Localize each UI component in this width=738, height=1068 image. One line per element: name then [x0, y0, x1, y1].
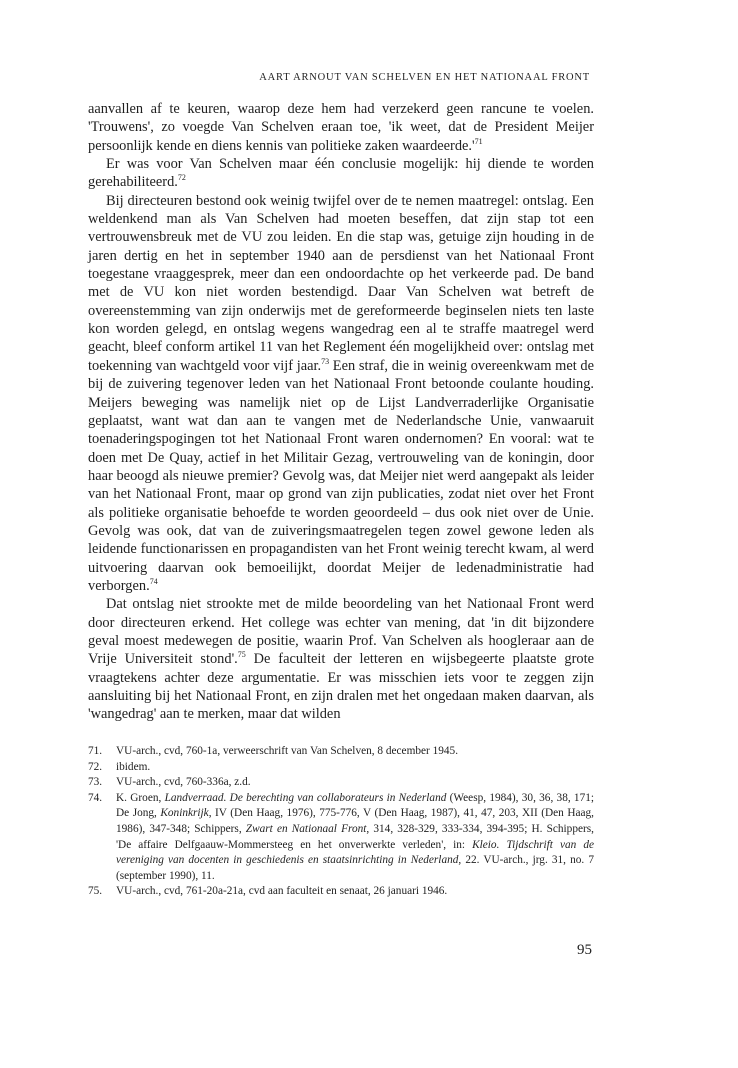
footnote-number: 74.	[88, 791, 103, 804]
paragraph-text: aanvallen af te keuren, waarop deze hem had verzekerd geen rancune te voelen. 'Trouwens', zo voegde Van Schelven eraan toe, 'ik weet, dat de President Meijer persoonlijk kende en diens kennis van politieke zaken waardeerde.'	[88, 101, 594, 154]
footnote-number: 72.	[88, 760, 103, 773]
footnote-72	[88, 760, 594, 776]
footnote-ref-75[interactable]: 75	[237, 650, 246, 660]
paragraph-text-continued: De faculteit der letteren en wijsbegeerte plaatste grote vraagtekens achter deze argumentatie. Er was misschien iets voor te zeggen zijn aansluiting bij het Nationaal Front, en zijn dralen met het ongedaan maken daarvan, als 'wangedrag' aan te merken, maar dat wilden	[88, 651, 594, 723]
footnote-title-italic: Landverraad. De berechting van collaborateurs in Nederland	[164, 791, 447, 804]
footnote-text: , IV (Den Haag, 1976), 775-776, V (Den Haag, 1987), 41, 47, 203, XII (Den Haag, 1986), 347-348; Schippers,	[116, 807, 594, 835]
footnote-text: VU-arch., cvd, 760-336a, z.d.	[116, 776, 251, 789]
footnote-text: , 314, 328-329, 333-334, 394-395; H. Schippers, 'De affaire Delfgaauw-Mommersteeg en het onverwerkte verleden', in:	[116, 822, 594, 851]
footnote-text: ibidem.	[116, 760, 151, 773]
footnote-title-italic: Koninkrijk	[160, 807, 209, 820]
footnote-ref-73[interactable]: 73	[321, 356, 330, 366]
running-head: AART ARNOUT VAN SCHELVEN EN HET NATIONAAL FRONT	[259, 72, 590, 83]
paragraph-text: Er was voor Van Schelven maar één conclusie mogelijk: hij diende te worden gerehabiliteerd.	[88, 156, 594, 191]
footnote-73	[88, 775, 594, 791]
footnote-title-italic: Kleio. Tijdschrift van de vereniging van docenten in geschiedenis en staatsinrichting in Nederland	[116, 838, 595, 867]
footnote-ref-74[interactable]: 74	[149, 576, 158, 586]
paragraph-4	[88, 595, 594, 723]
footnote-ref-72[interactable]: 72	[177, 173, 186, 183]
footnote-text: (Weesp, 1984), 30, 36, 38, 171; De Jong,	[116, 791, 595, 820]
paragraph-2	[88, 155, 594, 192]
body-text	[88, 100, 594, 724]
paragraph-1	[88, 100, 594, 155]
footnote-number: 75.	[88, 885, 103, 898]
paragraph-text: Bij directeuren bestond ook weinig twijfel over de te nemen maatregel: ontslag. Een weldenkend man als Van Schelven had moeten beseffen, dat zijn stap tot een vertrouwensbreuk met de VU zou leiden. En die stap was, getuige zijn houding in de jaren dertig en het in september 1940 aan de persdienst van het Nationaal Front toegestane vraaggesprek, meer dan een ondoordachte op het verkeerde pad. De band met de VU kon niet worden bestendigd. Daar Van Schelven wat betreft de overeenstemming van zijn onderwijs met de gereformeerde beginselen niets ten laste kon worden gelegd, en ontslag wegens wangedrag een al te straffe maatregel werd geacht, bleef conform artikel 11 van het Reglement één mogelijkheid over: ontslag met toekenning van wachtgeld voor vijf jaar.	[88, 192, 594, 374]
footnote-text: , 22. VU-arch., jrg. 31, no. 7 (september 1990), 11.	[116, 854, 594, 882]
page-number: 95	[577, 942, 592, 958]
paragraph-text-continued: Een straf, die in weinig overeenkwam met de bij de zuivering tegenover leden van het Nationaal Front betoonde coulante houding. Meijers beweging was namelijk niet op de Lijst Landverraderlijke Organisatie geplaatst, want wat dan aan te vangen met de Nederlandsche Unie, vanwaaruit toenaderingspogingen tot het Nationaal Front waren ondernomen? En vooral: wat te doen met De Quay, actief in het Militair Gezag, vertrouweling van de koningin, door haar beoogd als nieuwe premier? Gevolg was, dat Meijer niet werd aangepakt als leider van het Nationaal Front, maar op grond van zijn publicaties, zodat niet over het Front als politieke organisatie behoefde te worden geoordeeld – dus ook niet over de Unie. Gevolg was ook, dat van de zuiveringsmaatregelen tegen zowel gewone leden als leidende functionarissen en propagandisten van het Front weinig terecht kwam, al werd uitvoering daarvan ook bemoeilijkt, doordat Meijer de ledenadministratie had verborgen.	[88, 357, 594, 594]
paragraph-3	[88, 192, 594, 596]
footnote-number: 71.	[88, 745, 103, 757]
footnote-71	[88, 744, 594, 760]
footnote-ref-71[interactable]: 71	[474, 136, 483, 146]
footnote-74	[88, 791, 594, 885]
footnotes	[88, 744, 594, 900]
footnote-75	[88, 884, 594, 900]
footnote-number: 73.	[88, 776, 103, 789]
paragraph-text: Dat ontslag niet strookte met de milde beoordeling van het Nationaal Front werd door directeuren erkend. Het college was echter van mening, dat 'in dit bijzondere geval moest medewegen de positie, waarin Prof. Van Schelven als hoogleraar aan de Vrije Universiteit stond'.	[88, 596, 594, 668]
footnote-title-italic: Zwart en Nationaal Front	[245, 822, 367, 835]
footnote-text: VU-arch., cvd, 761-20a-21a, cvd aan faculteit en senaat, 26 januari 1946.	[116, 885, 448, 898]
footnote-text: K. Groen,	[116, 791, 165, 804]
footnote-text: VU-arch., cvd, 760-1a, verweerschrift van Van Schelven, 8 december 1945.	[116, 745, 459, 757]
